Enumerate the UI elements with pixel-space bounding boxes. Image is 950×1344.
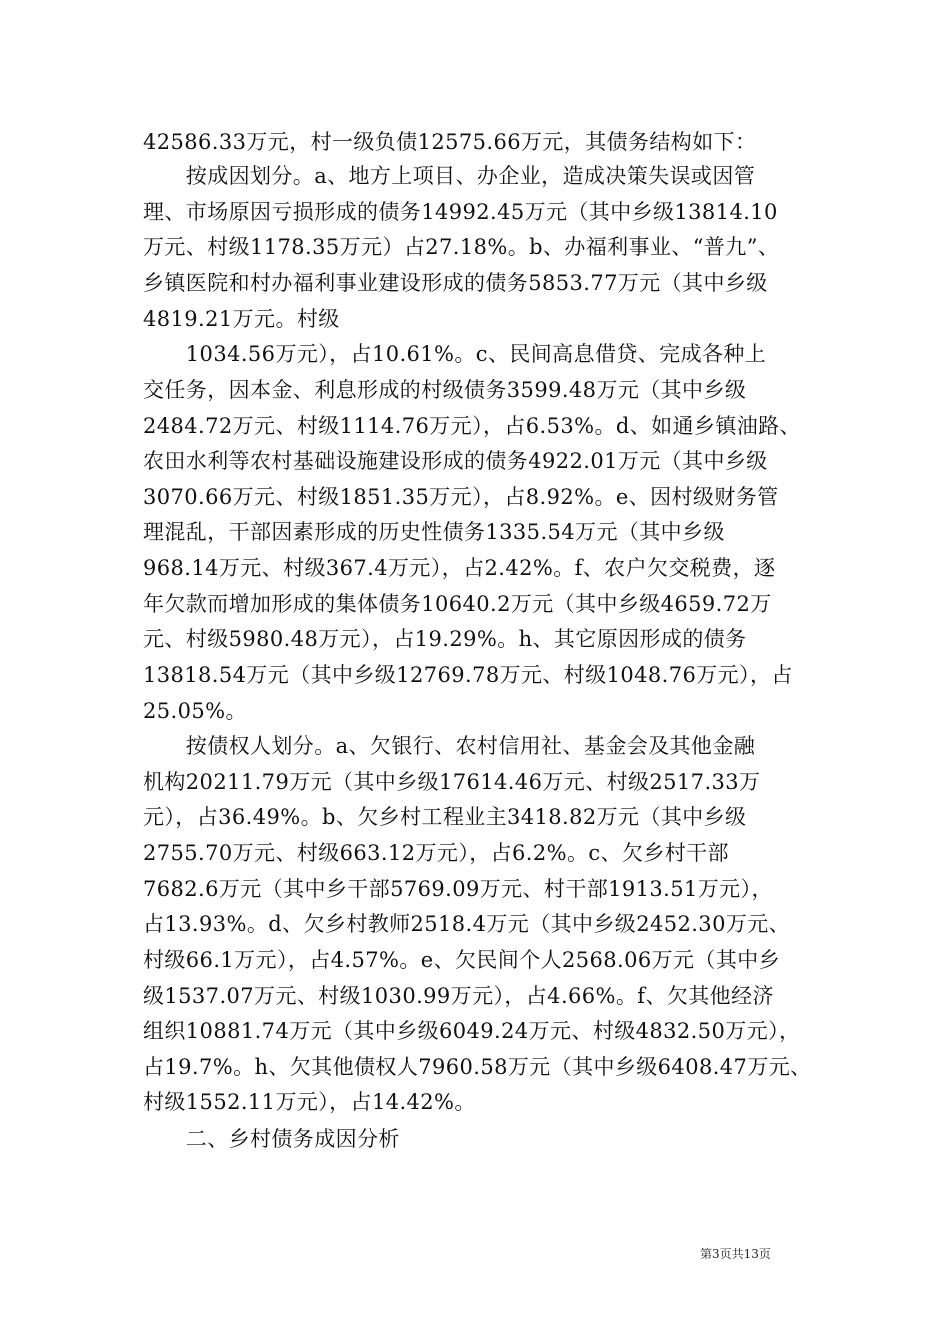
text-line: 按成因划分。a、地方上项目、办企业，造成决策失误或因管 [143, 164, 756, 188]
text-line: 元），占36.49%。b、欠乡村工程业主3418.82万元（其中乡级 [143, 805, 747, 829]
text-line: 3070.66万元、村级1851.35万元），占8.92%。e、因村级财务管 [143, 485, 779, 509]
section-heading: 二、乡村债务成因分析 [143, 1127, 400, 1151]
text-line: 村级66.1万元），占4.57%。e、欠民间个人2568.06万元（其中乡 [143, 948, 781, 972]
text-line: 42586.33万元，村一级负债12575.66万元，其债务结构如下： [143, 130, 757, 154]
text-line: 村级1552.11万元），占14.42%。 [143, 1090, 476, 1114]
text-line: 交任务，因本金、利息形成的村级债务3599.48万元（其中乡级 [143, 378, 747, 402]
text-line: 占13.93%。d、欠乡村教师2518.4万元（其中乡级2452.30万元、 [143, 912, 791, 936]
text-line: 理、市场原因亏损形成的债务14992.45万元（其中乡级13814.10 [143, 200, 778, 224]
text-line: 元、村级5980.48万元），占19.29%。h、其它原因形成的债务 [143, 627, 747, 651]
text-line: 理混乱，干部因素形成的历史性债务1335.54万元（其中乡级 [143, 520, 725, 544]
text-line: 组织10881.74万元（其中乡级6049.24万元、村级4832.50万元）， [143, 1019, 801, 1043]
text-line: 年欠款而增加形成的集体债务10640.2万元（其中乡级4659.72万 [143, 592, 772, 616]
text-line: 4819.21万元。村级 [143, 307, 340, 331]
text-line: 1034.56万元），占10.61%。c、民间高息借贷、完成各种上 [143, 342, 767, 366]
page-number: 第3页共13页 [700, 1247, 771, 1261]
text-line: 968.14万元、村级367.4万元），占2.42%。f、农户欠交税费，逐 [143, 556, 776, 580]
text-line: 2755.70万元、村级663.12万元），占6.2%。c、欠乡村干部 [143, 841, 729, 865]
text-line: 2484.72万元、村级1114.76万元），占6.53%。d、如通乡镇油路、 [143, 414, 801, 438]
text-line: 农田水利等农村基础设施建设形成的债务4922.01万元（其中乡级 [143, 449, 768, 473]
text-line: 25.05%。 [143, 699, 247, 723]
text-line: 7682.6万元（其中乡干部5769.09万元、村干部1913.51万元）， [143, 877, 773, 901]
text-line: 机构20211.79万元（其中乡级17614.46万元、村级2517.33万 [143, 770, 761, 794]
text-line: 占19.7%。h、欠其他债权人7960.58万元（其中乡级6408.47万元、 [143, 1055, 812, 1079]
text-line: 乡镇医院和村办福利事业建设形成的债务5853.77万元（其中乡级 [143, 271, 768, 295]
text-line: 万元、村级1178.35万元）占27.18%。b、办福利事业、“普九”、 [143, 235, 780, 259]
text-line: 级1537.07万元、村级1030.99万元），占4.66%。f、欠其他经济 [143, 984, 774, 1008]
text-line: 13818.54万元（其中乡级12769.78万元、村级1048.76万元），占 [143, 663, 793, 687]
text-line: 按债权人划分。a、欠银行、农村信用社、基金会及其他金融 [143, 734, 756, 758]
